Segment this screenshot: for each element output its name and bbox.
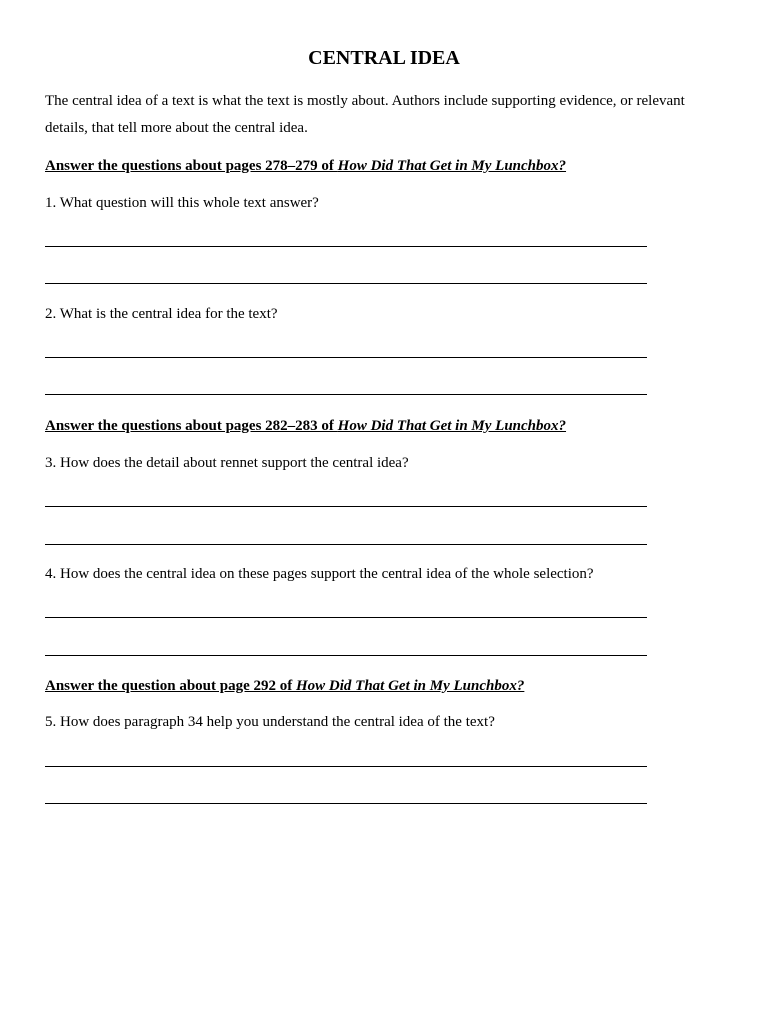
answer-line-q4-a[interactable] (45, 617, 647, 618)
answer-line-q2-b[interactable] (45, 394, 647, 395)
answer-line-q3-a[interactable] (45, 506, 647, 507)
section-3-heading-prefix: Answer the question about page 292 of (45, 678, 296, 694)
answer-line-q2-a[interactable] (45, 357, 647, 358)
question-2: 2. What is the central idea for the text? (45, 306, 278, 322)
intro-paragraph: The central idea of a text is what the text is mostly about. Authors include supporting evidence, or relevant details, that tell more about the central idea. (45, 93, 685, 136)
section-1-book-title: How Did That Get in My Lunchbox? (337, 158, 567, 174)
answer-line-q1-a[interactable] (45, 246, 647, 247)
section-1-heading-prefix: Answer the questions about pages 278–279 of (45, 158, 338, 174)
section-2-heading (45, 416, 566, 436)
section-3-heading (45, 676, 524, 696)
section-2-heading-prefix: Answer the questions about pages 282–283 of (45, 418, 338, 434)
section-3-book-title: How Did That Get in My Lunchbox? (296, 678, 525, 694)
answer-line-q5-a[interactable] (45, 766, 647, 767)
question-1: 1. What question will this whole text answer? (45, 195, 319, 211)
answer-line-q5-b[interactable] (45, 803, 647, 804)
section-1-heading (45, 156, 566, 176)
answer-line-q4-b[interactable] (45, 655, 647, 656)
answer-line-q3-b[interactable] (45, 544, 647, 545)
section-2-book-title: How Did That Get in My Lunchbox? (337, 418, 567, 434)
question-3: 3. How does the detail about rennet support the central idea? (45, 455, 409, 471)
question-4: 4. How does the central idea on these pages support the central idea of the whole selection? (45, 566, 594, 582)
answer-line-q1-b[interactable] (45, 283, 647, 284)
page-title: CENTRAL IDEA (308, 47, 460, 69)
question-5: 5. How does paragraph 34 help you understand the central idea of the text? (45, 714, 495, 730)
